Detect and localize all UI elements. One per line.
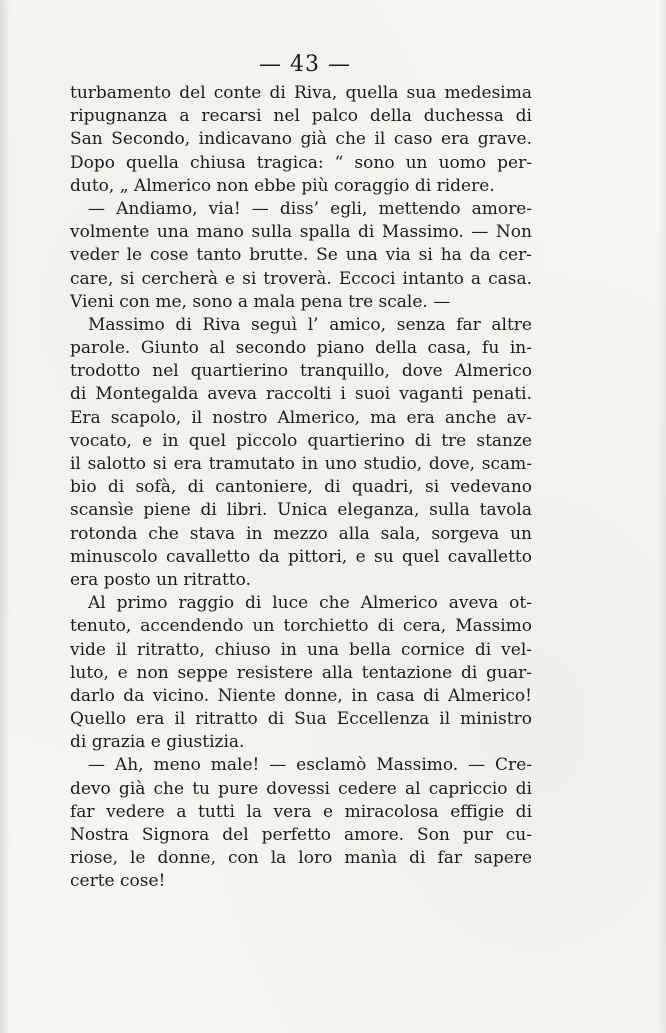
text-line: care, si cercherà e si troverà. Eccoci intanto a casa.: [70, 268, 532, 289]
text-line: volmente una mano sulla spalla di Massimo. — Non: [70, 222, 532, 243]
text-line: bio di sofà, di cantoniere, di quadri, si vedevano: [70, 477, 532, 498]
text-line: San Secondo, indicavano già che il caso era grave.: [70, 129, 532, 150]
page-binding-shadow: [0, 0, 10, 1033]
text-line: Vieni con me, sono a mala pena tre scale. —: [70, 291, 451, 312]
text-line: il salotto si era tramutato in uno studio, dove, scam-: [70, 454, 532, 474]
body-text: [70, 82, 532, 894]
text-line: scansìe piene di libri. Unica eleganza, sulla tavola: [70, 500, 532, 521]
text-line: certe cose!: [70, 871, 166, 892]
text-line: parole. Giunto al secondo piano della casa, fu in-: [70, 338, 532, 359]
text-line: trodotto nel quartierino tranquillo, dove Almerico: [70, 361, 532, 382]
text-line: vocato, e in quel piccolo quartierino di tre stanze: [70, 430, 532, 451]
text-line: Al primo raggio di luce che Almerico aveva ot-: [88, 593, 532, 614]
text-line: era posto un ritratto.: [70, 569, 251, 590]
text-line: vide il ritratto, chiuso in una bella cornice di vel-: [70, 639, 532, 660]
text-line: tenuto, accendendo un torchietto di cera, Massimo: [70, 616, 532, 637]
text-line: Massimo di Riva seguì l’ amico, senza far altre: [88, 314, 532, 335]
text-line: Era scapolo, il nostro Almerico, ma era anche av-: [70, 407, 532, 428]
text-line: minuscolo cavalletto da pittori, e su quel cavalletto: [70, 546, 532, 567]
text-line: Quello era il ritratto di Sua Eccellenza il ministro: [70, 709, 532, 730]
text-line: luto, e non seppe resistere alla tentazione di guar-: [70, 662, 532, 683]
text-line: turbamento del conte di Riva, quella sua medesima: [70, 83, 532, 103]
page-edge-shadow: [658, 0, 666, 1033]
text-line: — Andiamo, via! — diss’ egli, mettendo amore-: [88, 198, 532, 219]
text-line: Dopo quella chiusa tragica: “ sono un uomo per-: [70, 152, 532, 173]
page-number: — 43 —: [259, 52, 351, 77]
text-line: duto, „ Almerico non ebbe più coraggio di ridere.: [70, 175, 495, 196]
text-line: rotonda che stava in mezzo alla sala, sorgeva un: [70, 523, 532, 544]
text-line: di Montegalda aveva raccolti i suoi vaganti penati.: [70, 384, 532, 405]
text-line: veder le cose tanto brutte. Se una via si ha da cer-: [70, 245, 532, 266]
text-line: Nostra Signora del perfetto amore. Son pur cu-: [70, 825, 532, 845]
text-line: di grazia e giustizia.: [70, 732, 245, 753]
text-line: far vedere a tutti la vera e miracolosa effigie di: [70, 801, 532, 822]
text-line: darlo da vicino. Niente donne, in casa di Almerico!: [70, 685, 532, 706]
text-line: — Ah, meno male! — esclamò Massimo. — Cre-: [88, 755, 532, 776]
text-line: devo già che tu pure dovessi cedere al capriccio di: [70, 778, 532, 799]
text-line: riose, le donne, con la loro manìa di far sapere: [70, 848, 532, 869]
text-line: ripugnanza a recarsi nel palco della duchessa di: [70, 106, 532, 127]
